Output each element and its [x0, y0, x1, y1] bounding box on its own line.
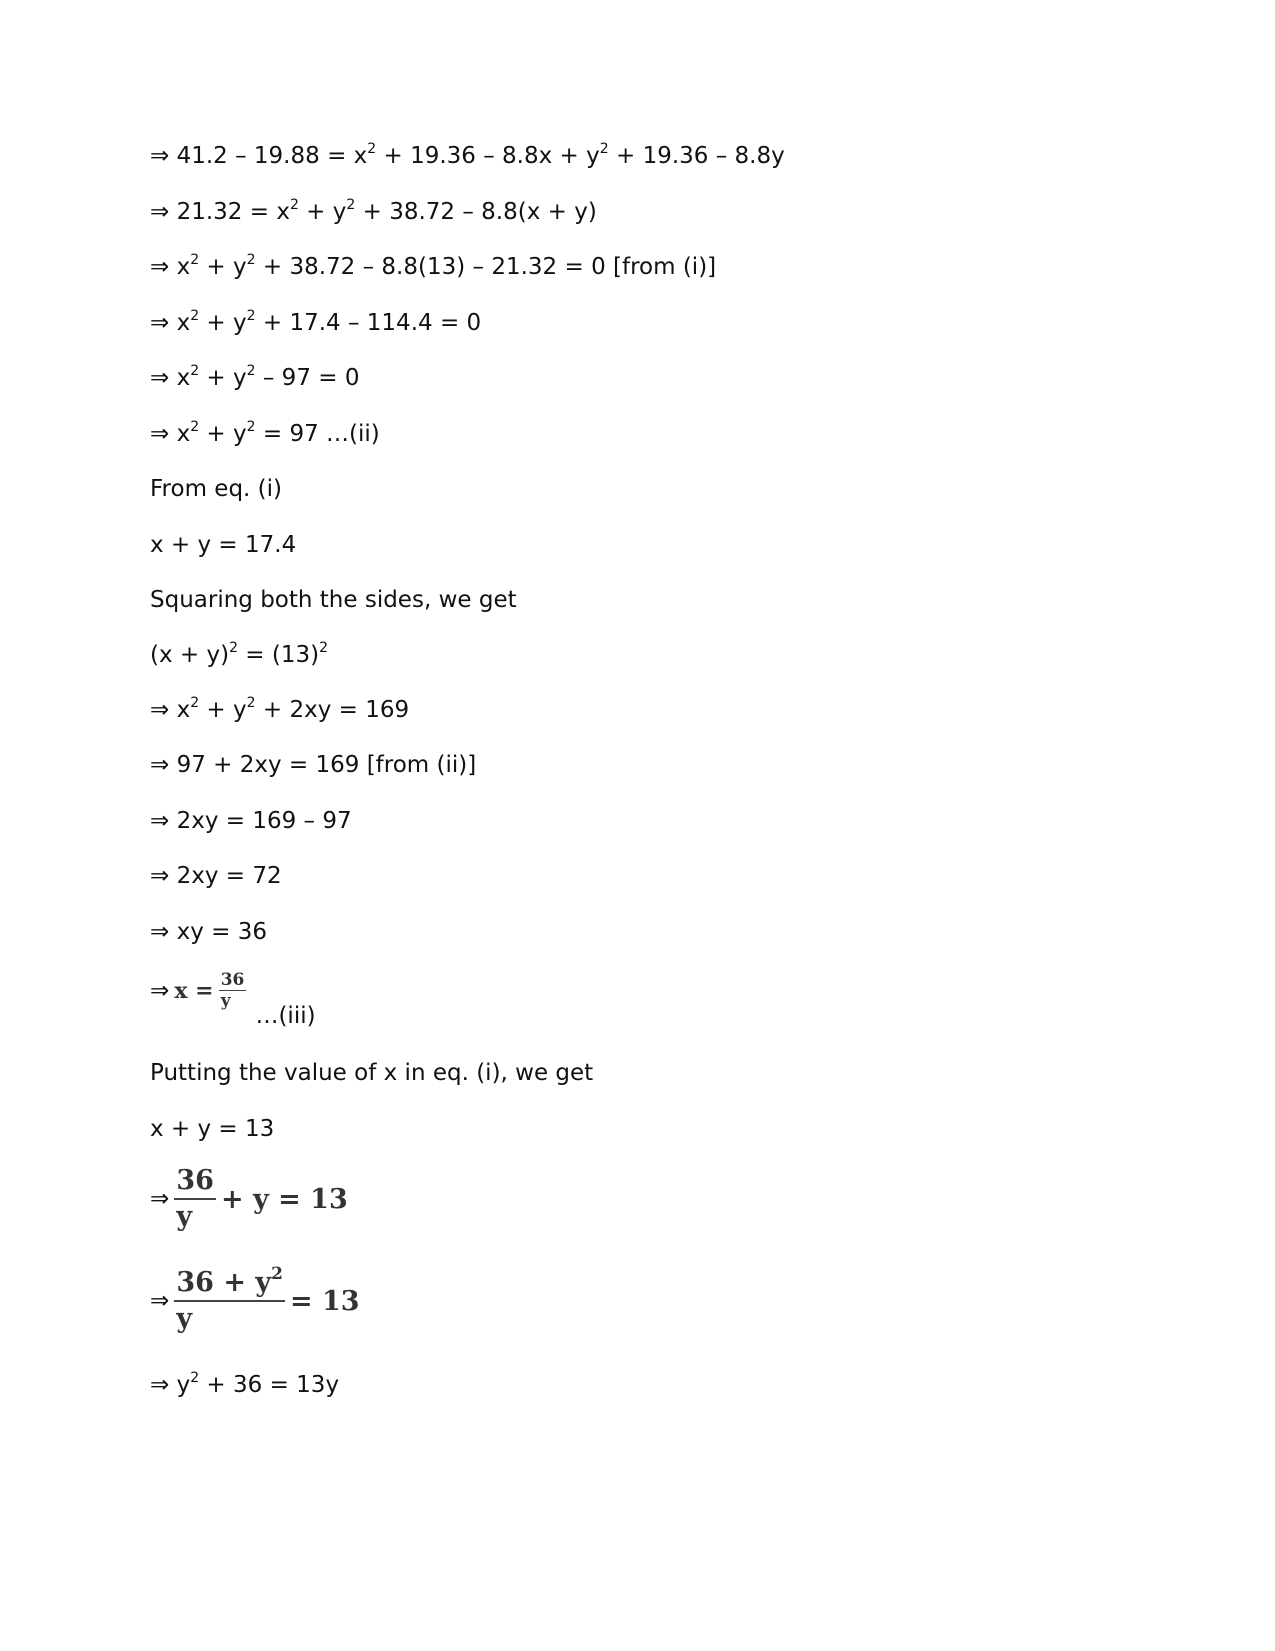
equation-line-final: ⇒ $y^2 + 36 = 13y$: [150, 1370, 340, 1398]
fraction: [174, 1266, 285, 1336]
fraction-denominator: y: [220, 991, 231, 1011]
equation-fraction-b: [150, 1266, 360, 1336]
equation-line-3: ⇒ $x^2 + y^2 + 38.72 - 8.8(13) - 21.32 = 0$ [from (i)]: [150, 252, 717, 280]
equation-line-expanded: ⇒ $x^2 + y^2 + 2xy = 169$: [150, 695, 410, 723]
equation-rhs: = 13: [290, 1285, 360, 1317]
fraction-numerator: 36: [220, 970, 245, 990]
equation-fraction-a: [150, 1164, 348, 1234]
equation-rhs: + y = 13: [221, 1183, 348, 1215]
equation-line-2: ⇒ $21.32 = x^2 + y^2 + 38.72 - 8.8(x + y)$: [150, 197, 597, 225]
equation-line-xy-36: ⇒ xy = 36: [150, 919, 267, 945]
fraction-denominator: y: [176, 1201, 193, 1232]
equation-line-substitute: ⇒ 97 + 2xy = 169 [from (ii)]: [150, 752, 477, 778]
implies-symbol: ⇒: [150, 1186, 170, 1212]
fraction: [219, 970, 247, 1011]
implies-symbol: ⇒: [150, 1288, 170, 1314]
implies-symbol: ⇒: [150, 977, 170, 1004]
equation-line-2xy-72: ⇒ 2xy = 72: [150, 863, 282, 889]
equation-line-x-plus-y-13: x + y = 13: [150, 1116, 275, 1142]
equation-line-1: ⇒ $41.2 - 19.88 = x^2 + 19.36 - 8.8x + y^2 + 19.36 - 8.8y$: [150, 141, 785, 169]
text-line-squaring: Squaring both the sides, we get: [150, 587, 517, 613]
equation-reference: …(iii): [255, 1003, 316, 1029]
fraction-denominator: y: [176, 1303, 193, 1334]
equation-line-4: ⇒ $x^2 + y^2 + 17.4 - 114.4 = 0$: [150, 308, 482, 336]
equation-line-2xy-diff: ⇒ 2xy = 169 – 97: [150, 808, 352, 834]
fraction-numerator: $36 + y^2$: [176, 1264, 283, 1298]
fraction-numerator: 36: [176, 1165, 214, 1196]
fraction: [174, 1164, 216, 1234]
text-line-from-eq-i: From eq. (i): [150, 476, 283, 502]
equation-line-5: ⇒ $x^2 + y^2 - 97 = 0$: [150, 363, 360, 391]
equation-line-squared: $(x + y)^2 = (13)^2$: [150, 640, 329, 668]
equation-line-6: ⇒ $x^2 + y^2 = 97$ …(ii): [150, 419, 380, 447]
equation-line-x-plus-y: x + y = 17.4: [150, 532, 297, 558]
equation-x-fraction: [150, 970, 316, 1029]
text-line-putting: Putting the value of x in eq. (i), we get: [150, 1060, 594, 1086]
equation-lhs: x =: [174, 977, 214, 1004]
